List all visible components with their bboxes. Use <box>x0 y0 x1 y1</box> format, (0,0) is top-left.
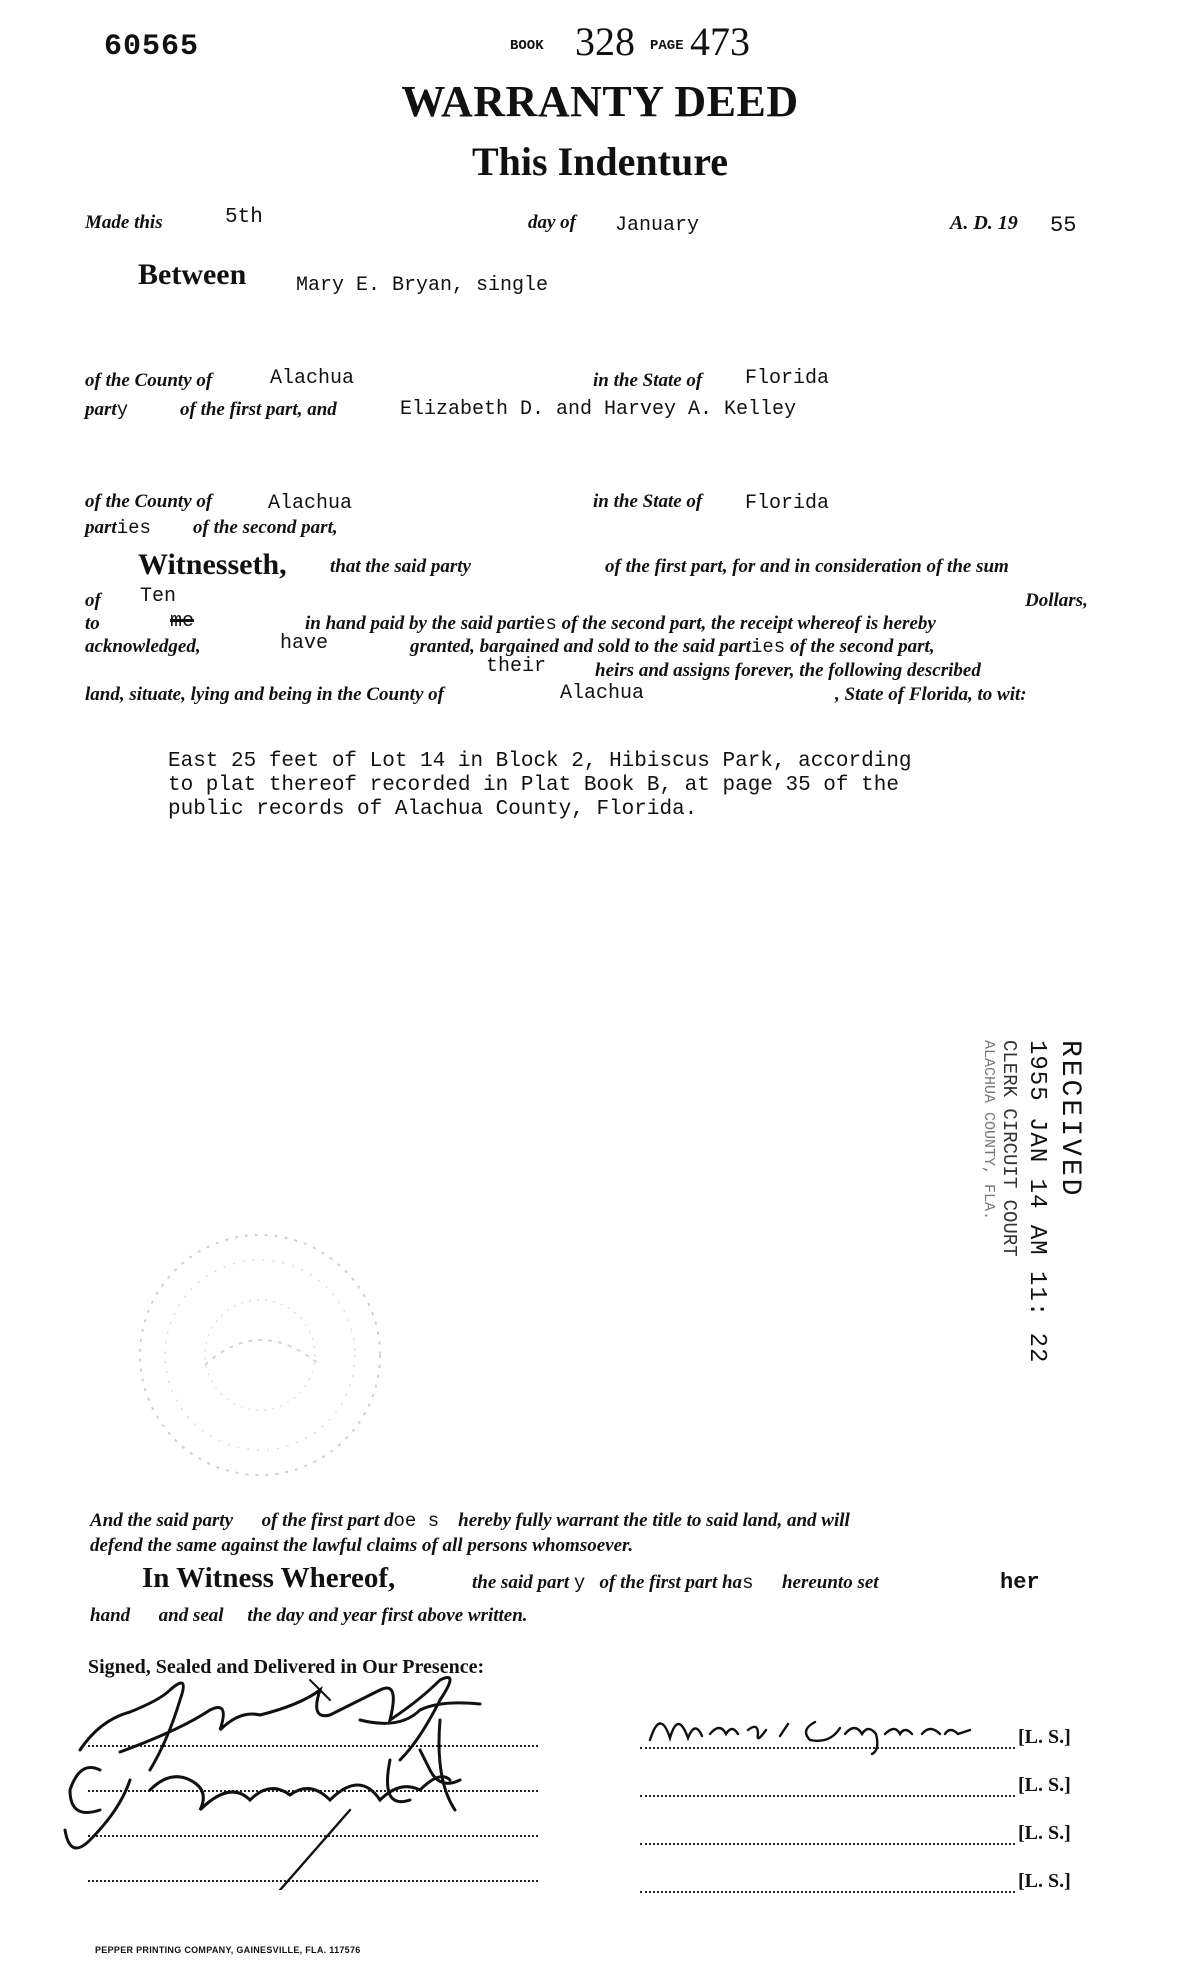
witnesseth-line6a: land, situate, lying and being in the County of <box>85 684 444 705</box>
party-first-label: party <box>85 399 129 421</box>
stamp-date-time: 1955 JAN 14 AM 11: 22 <box>1023 1040 1050 1364</box>
between-label: Between <box>138 258 247 291</box>
their-word: their <box>486 655 547 678</box>
county-label-first: of the County of <box>85 370 213 391</box>
witnesseth-line6b: , State of Florida, to wit: <box>835 684 1027 705</box>
witness-signatures <box>60 1660 560 1890</box>
page-number: 473 <box>690 19 750 64</box>
ad-label: A. D. 19 <box>950 212 1018 234</box>
in-witness-line2: hand and seal the day and year first above written. <box>90 1605 528 1626</box>
in-witness-text: the said part y of the first part has hereunto set <box>472 1572 879 1594</box>
party-second-label: parties <box>85 517 151 539</box>
witnesseth-line1a: that the said party <box>330 556 471 577</box>
received-stamp <box>925 1040 1095 1364</box>
ls-label-2: [L. S.] <box>1018 1774 1071 1796</box>
grantor-line-3 <box>640 1843 1015 1845</box>
land-county: Alachua <box>560 682 645 705</box>
legal-description-line2: to plat thereof recorded in Plat Book B, at page 35 of the <box>168 774 899 797</box>
made-year: 55 <box>1050 213 1077 238</box>
witnesseth-line1b: of the first part, for and in consideration of the sum <box>605 556 1009 577</box>
acknowledged-label: acknowledged, <box>85 636 201 657</box>
day-of-label: day of <box>528 212 577 233</box>
made-this-label: Made this <box>85 212 163 233</box>
legal-description-line1: East 25 feet of Lot 14 in Block 2, Hibiscus Park, according <box>168 750 912 773</box>
warranty-line2: defend the same against the lawful claims of all persons whomsoever. <box>90 1535 634 1556</box>
stamp-clerk: CLERK CIRCUIT COURT <box>998 1040 1020 1257</box>
book-label: BOOK <box>510 38 544 54</box>
of-label: of <box>85 590 101 611</box>
state-label-first: in the State of <box>593 370 703 391</box>
county-label-second: of the County of <box>85 491 213 512</box>
ls-label-4: [L. S.] <box>1018 1870 1071 1892</box>
struck-me: me <box>170 610 195 633</box>
deed-subtitle: This Indenture <box>471 139 728 184</box>
have-word: have <box>280 632 329 655</box>
consideration-amount: Ten <box>140 585 177 608</box>
state-label-second: in the State of <box>593 491 703 512</box>
to-label: to <box>85 613 100 634</box>
signature-heading: Signed, Sealed and Delivered in Our Presence: <box>88 1656 485 1678</box>
county-second: Alachua <box>268 492 353 515</box>
in-witness-label: In Witness Whereof, <box>142 1562 396 1594</box>
legal-description-line3: public records of Alachua County, Florida. <box>168 798 698 821</box>
stamp-received: RECEIVED <box>1054 1040 1085 1199</box>
made-month: January <box>615 214 700 237</box>
page-label: PAGE <box>650 38 684 54</box>
deed-title: WARRANTY DEED <box>401 77 799 126</box>
state-first: Florida <box>745 367 830 390</box>
dollars-label: Dollars, <box>1025 590 1088 611</box>
witnesseth-label: Witnesseth, <box>138 548 287 581</box>
printer-imprint: PEPPER PRINTING COMPANY, GAINESVILLE, FLA. 117576 <box>95 1945 361 1955</box>
document-number: 60565 <box>104 30 200 64</box>
witnesseth-line3: in hand paid by the said parties of the second part, the receipt whereof is hereby <box>305 613 936 635</box>
state-second: Florida <box>745 492 830 515</box>
grantor-line-2 <box>640 1795 1015 1797</box>
notary-seal-embossed <box>110 1215 410 1505</box>
ls-label-1: [L. S.] <box>1018 1726 1071 1748</box>
grantee-names: Elizabeth D. and Harvey A. Kelley <box>400 398 797 421</box>
grantor-name: Mary E. Bryan, single <box>296 274 549 297</box>
second-part-label: of the second part, <box>193 517 338 538</box>
warranty-line1: And the said party of the first part doe s hereby fully warrant the title to said land, and will <box>90 1510 850 1532</box>
her-word: her <box>1000 1570 1040 1595</box>
first-part-and-label: of the first part, and <box>180 399 337 420</box>
ls-label-3: [L. S.] <box>1018 1822 1071 1844</box>
book-number: 328 <box>575 19 635 64</box>
witnesseth-line4: granted, bargained and sold to the said parties of the second part, <box>410 636 935 658</box>
grantor-line-4 <box>640 1891 1015 1893</box>
stamp-county: ALACHUA COUNTY, FLA. <box>980 1040 997 1221</box>
made-day: 5th <box>225 206 263 229</box>
grantor-signature <box>640 1700 1000 1760</box>
county-first: Alachua <box>270 367 355 390</box>
witnesseth-line5: heirs and assigns forever, the following described <box>595 660 981 681</box>
